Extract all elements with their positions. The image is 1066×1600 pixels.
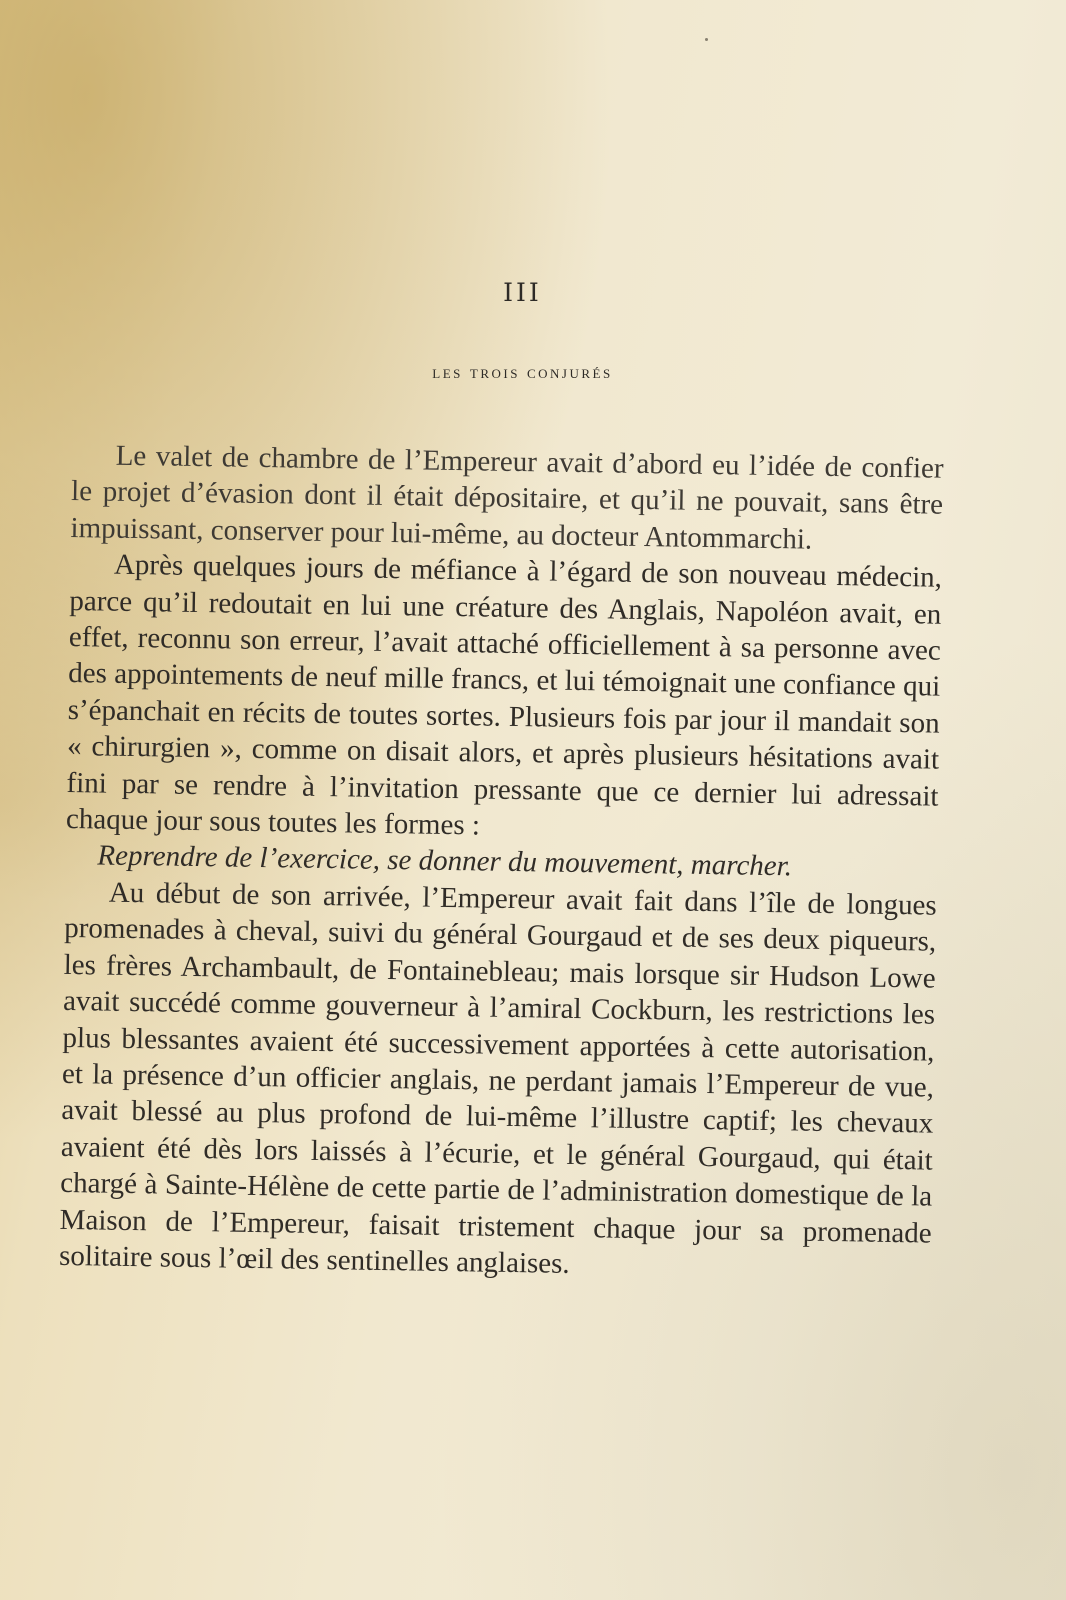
chapter-number: III — [503, 278, 542, 307]
paragraph-3-italic: Reprendre de l’exercice, se donner du mouvement, marcher. — [97, 839, 793, 883]
body-text — [59, 437, 944, 1288]
chapter-title: les trois conjurés — [432, 362, 613, 382]
paper-speck — [705, 38, 708, 41]
paragraph-2: Après quelques jours de méfiance à l’égard de son nouveau médecin, parce qu’il redoutait en lui une créature des Anglais, Napoléon avait, en effet, reconnu son erreur, l’avait attaché officiellement à sa personne avec des appointements de neuf mille francs, et lui témoignait une confiance qui s’épanchait en récits de toutes sortes. Plusieurs fois par jour il mandait son « chirurgien », comme on disait alors, et après plusieurs hésitations avait fini par se rendre à l’invitation pressante que ce dernier lui adressait chaque jour sous toutes les formes : — [65, 548, 943, 842]
paragraph-1: Le valet de chambre de l’Empereur avait d’abord eu l’idée de confier le projet d’évasion dont il était dépositaire, et qu’il ne pouvait, sans être impuissant, conserver pour lui-même, au docteur Antommarchi. — [70, 439, 944, 556]
paragraph-4: Au début de son arrivée, l’Empereur avait fait dans l’île de longues promenades à cheval, suivi du général Gourgaud et de ses deux piqueurs, les frères Archambault, de Fontainebleau; mais lorsque sir Hudson Lowe avait succédé comme gouverneur à l’amiral Cockburn, les restrictions les plus blessantes avaient été successivement apportées à cette autorisation, et la présence d’un officier anglais, ne perdant jamais l’Empereur de vue, avait blessé au plus profond de lui-même l’illustre captif; les chevaux avaient été dès lors laissés à l’écurie, et le général Gourgaud, qui était chargé à Sainte-Hélène de cette partie de l’administration domestique de la Maison de l’Empereur, faisait tristement chaque jour sa promenade solitaire sous l’œil des sentinelles anglaises. — [58, 876, 937, 1280]
